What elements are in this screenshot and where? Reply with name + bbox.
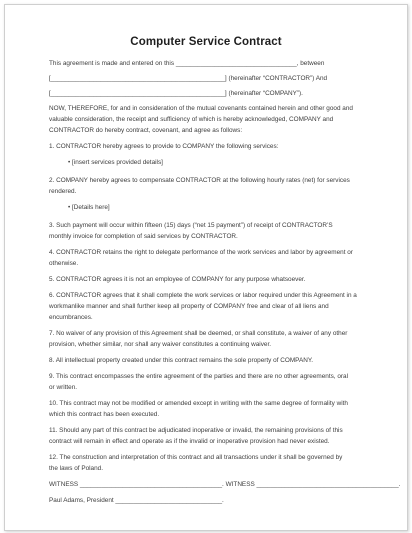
clause-7-line-1: 7. No waiver of any provision of this Agreement shall be deemed, or shall constitute, a waiver of any other [49, 330, 348, 337]
clause-9-line-2: or written. [49, 384, 78, 391]
clause-10-line-2: which this contract has been executed. [49, 411, 160, 418]
clause-6-line-1: 6. CONTRACTOR agrees that it shall complete the work services or labor required under this Agreement in a [49, 292, 357, 299]
recital-line-2: valuable consideration, the receipt and sufficiency of which is hereby acknowledged, COMPANY and [49, 116, 334, 123]
president-signature-line: Paul Adams, President ______________________________. [49, 497, 224, 504]
clause-9-line-1: 9. This contract encompasses the entire agreement of the parties and there are no other agreements, oral [49, 373, 348, 380]
clause-7-line-2: provision, whether similar, nor shall any waiver constitutes a continuing waiver. [49, 341, 272, 348]
clause-10-line-1: 10. This contract may not be modified or amended except in writing with the same degree of formality with [49, 400, 348, 407]
clause-2-line-2: rendered. [49, 188, 77, 195]
clause-1-bullet: • [insert services provided details] [68, 159, 163, 166]
clause-12-line-2: the laws of Poland. [49, 465, 103, 472]
clause-6-line-2: workmanlike manner and shall further keep all property of COMPANY free and clear of all liens and [49, 303, 329, 310]
clause-8: 8. All intellectual property created under this contract remains the sole property of COMPANY. [49, 357, 314, 364]
intro-line-3: [_________________________________________________] (hereinafter “COMPANY”). [49, 90, 303, 97]
clause-4-line-2: otherwise. [49, 260, 79, 267]
clause-3-line-2: monthly invoice for completion of said services by CONTRACTOR. [49, 233, 238, 240]
clause-4-line-1: 4. CONTRACTOR retains the right to delegate performance of the work services and labor by agreement or [49, 249, 353, 256]
clause-3-line-1: 3. Such payment will occur within fifteen (15) days (“net 15 payment”) of receipt of CONTRACTOR’S [49, 222, 333, 229]
clause-11-line-2: contract will remain in effect and operate as if the invalid or inoperative provision had never existed. [49, 438, 330, 445]
clause-11-line-1: 11. Should any part of this contract be adjudicated inoperative or invalid, the remaining provisions of this [49, 427, 343, 434]
clause-12-line-1: 12. The construction and interpretation of this contract and all transactions under it shall be governed by [49, 454, 343, 461]
clause-2-bullet: • [Details here] [68, 204, 110, 211]
clause-5: 5. CONTRACTOR agrees it is not an employee of COMPANY for any purpose whatsoever. [49, 276, 306, 283]
document-page [4, 4, 408, 531]
recital-line-1: NOW, THEREFORE, for and in consideration of the mutual covenants contained herein and other good and [49, 105, 353, 112]
intro-line-2: [_________________________________________________] (hereinafter “CONTRACTOR”) And [49, 75, 328, 82]
intro-line-1: This agreement is made and entered on this __________________________________, between [49, 60, 325, 67]
witness-signature-line: WITNESS ________________________________________. WITNESS ________________________________________. [49, 481, 401, 488]
recital-line-3: CONTRACTOR do hereby contract, covenant, and agree as follows: [49, 127, 243, 134]
document-title: Computer Service Contract [130, 36, 282, 48]
clause-1: 1. CONTRACTOR hereby agrees to provide to COMPANY the following services: [49, 143, 279, 150]
clause-6-line-3: encumbrances. [49, 314, 93, 321]
clause-2-line-1: 2. COMPANY hereby agrees to compensate CONTRACTOR at the following hourly rates (net) for services [49, 177, 350, 184]
